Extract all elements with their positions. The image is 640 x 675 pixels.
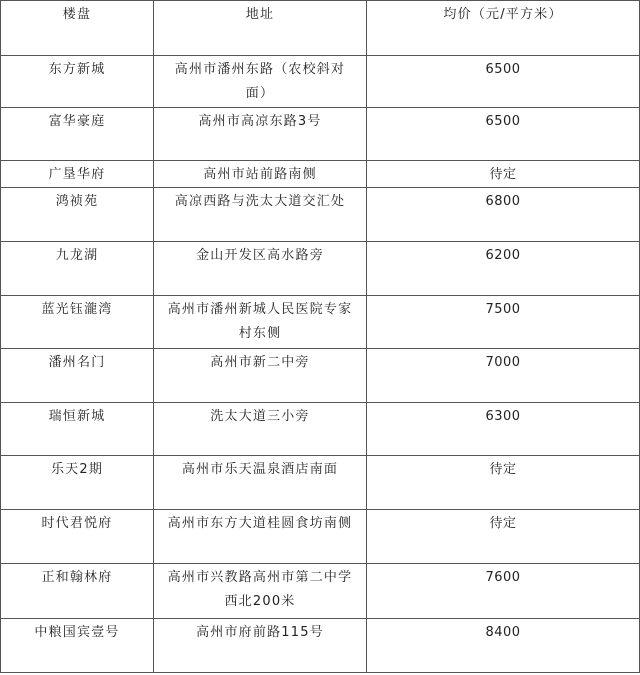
price-cell: 7600 [367,564,640,619]
property-name-cell: 富华豪庭 [1,108,154,161]
price-cell: 6200 [367,242,640,296]
price-cell: 6300 [367,403,640,456]
table-row [1,403,640,456]
address-cell: 高州市高凉东路3号 [154,108,367,161]
address-cell: 高州市府前路115号 [154,619,367,673]
price-cell: 待定 [367,510,640,564]
address-cell: 洗太大道三小旁 [154,403,367,456]
address-cell: 高州市兴教路高州市第二中学西北200米 [154,564,367,619]
table-row [1,56,640,108]
property-name-cell: 九龙湖 [1,242,154,296]
header-average-price: 均价（元/平方米） [367,1,640,56]
table-row [1,108,640,161]
property-name-cell: 鸿祯苑 [1,188,154,242]
address-cell: 高州市潘州新城人民医院专家村东侧 [154,296,367,349]
property-name-cell: 瑞恒新城 [1,403,154,456]
price-cell: 6500 [367,108,640,161]
address-cell: 高州市潘州东路（农校斜对面） [154,56,367,108]
property-name-cell: 时代君悦府 [1,510,154,564]
address-cell: 金山开发区高水路旁 [154,242,367,296]
table-row [1,161,640,188]
header-address: 地址 [154,1,367,56]
property-name-cell: 蓝光钰瀧湾 [1,296,154,349]
table-row [1,188,640,242]
property-name-cell: 中粮国宾壹号 [1,619,154,673]
price-cell: 6800 [367,188,640,242]
price-cell: 待定 [367,161,640,188]
table-row [1,242,640,296]
table-row [1,456,640,510]
property-name-cell: 东方新城 [1,56,154,108]
header-property-name: 楼盘 [1,1,154,56]
property-name-cell: 潘州名门 [1,349,154,403]
price-cell: 7500 [367,296,640,349]
property-name-cell: 正和翰林府 [1,564,154,619]
property-name-cell: 广垦华府 [1,161,154,188]
price-cell: 7000 [367,349,640,403]
price-cell: 待定 [367,456,640,510]
address-cell: 高州市站前路南侧 [154,161,367,188]
price-cell: 6500 [367,56,640,108]
property-name-cell: 乐天2期 [1,456,154,510]
address-cell: 高州市新二中旁 [154,349,367,403]
address-cell: 高凉西路与洗太大道交汇处 [154,188,367,242]
table-row [1,349,640,403]
price-cell: 8400 [367,619,640,673]
address-cell: 高州市东方大道桂圆食坊南侧 [154,510,367,564]
address-cell: 高州市乐天温泉酒店南面 [154,456,367,510]
table-row [1,296,640,349]
table-row [1,510,640,564]
table-header-row [1,1,640,56]
table-row [1,564,640,619]
table-row [1,619,640,673]
